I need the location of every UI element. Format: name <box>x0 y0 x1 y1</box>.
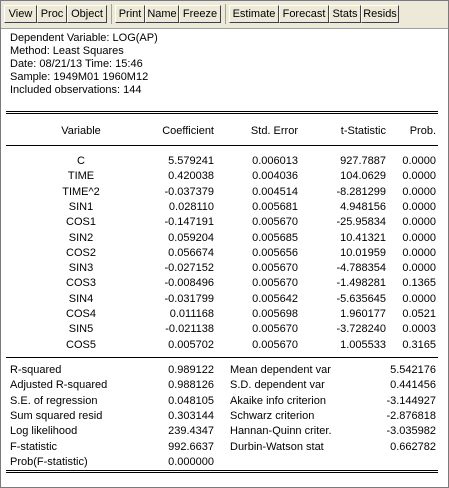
stat-value: 0.303144 <box>168 409 214 422</box>
cell-prob: 0.1365 <box>402 277 436 290</box>
stat-value: 5.542176 <box>390 364 436 376</box>
stat-value: 239.4347 <box>168 425 214 438</box>
cell-variable: SIN3 <box>68 262 94 275</box>
stat-label: F-statistic <box>10 440 58 453</box>
column-header-t-statistic: t-Statistic <box>340 125 386 137</box>
stat-value: -3.144927 <box>386 394 436 407</box>
cell-coefficient: -0.027152 <box>164 262 214 275</box>
dependent-variable-line: Dependent Variable: LOG(AP) <box>10 32 158 44</box>
cell-std-error: 0.005681 <box>252 200 298 213</box>
column-header-variable: Variable <box>61 125 101 137</box>
cell-t-statistic: -1.498281 <box>336 277 386 290</box>
cell-prob: 0.0521 <box>402 308 436 320</box>
stat-label: Akaike info criterion <box>230 394 326 407</box>
cell-variable: SIN4 <box>68 292 94 305</box>
cell-variable: COS3 <box>66 277 96 290</box>
toolbar-separator <box>111 4 112 24</box>
cell-variable: SIN5 <box>68 323 94 336</box>
stat-value: 0.000000 <box>168 455 214 468</box>
cell-t-statistic: -3.728240 <box>336 323 386 336</box>
stat-label: Log likelihood <box>10 425 78 438</box>
cell-coefficient: 0.005702 <box>168 338 214 351</box>
observations-line: Included observations: 144 <box>10 84 142 96</box>
name-button[interactable]: Name <box>145 5 179 23</box>
print-button[interactable]: Print <box>115 5 145 23</box>
cell-coefficient: 5.579241 <box>168 155 214 167</box>
stat-value: 0.988126 <box>168 379 214 392</box>
stat-value: -2.876818 <box>386 409 436 422</box>
stat-value: 0.662782 <box>390 440 436 453</box>
cell-prob: 0.0000 <box>402 155 436 167</box>
cell-coefficient: -0.037379 <box>164 185 214 198</box>
estimate-button[interactable]: Estimate <box>229 5 279 23</box>
sample-line: Sample: 1949M01 1960M12 <box>10 71 149 83</box>
cell-variable: SIN2 <box>68 231 94 244</box>
cell-std-error: 0.005685 <box>252 231 298 244</box>
date-line: Date: 08/21/13 Time: 15:46 <box>10 58 143 70</box>
object-button[interactable]: Object <box>67 5 107 23</box>
cell-coefficient: -0.021138 <box>165 323 214 336</box>
cell-std-error: 0.005698 <box>252 308 298 320</box>
cell-prob: 0.0000 <box>402 185 436 198</box>
stat-label: Sum squared resid <box>10 409 103 422</box>
table-bottom-rule <box>6 470 438 471</box>
column-header-prob: Prob. <box>409 125 436 137</box>
stat-label: S.D. dependent var <box>230 379 325 392</box>
cell-t-statistic: -25.95834 <box>336 216 386 229</box>
stat-label: Schwarz criterion <box>230 409 315 422</box>
cell-t-statistic: -8.281299 <box>336 185 386 198</box>
cell-std-error: 0.005670 <box>252 323 298 336</box>
stat-label: Prob(F-statistic) <box>10 455 88 468</box>
stat-label: Hannan-Quinn criter. <box>230 425 332 438</box>
cell-t-statistic: 927.7887 <box>340 155 386 167</box>
cell-prob: 0.0000 <box>402 262 436 275</box>
stat-value: 0.989122 <box>168 364 214 376</box>
table-top-rule <box>6 113 438 114</box>
cell-std-error: 0.006013 <box>252 155 298 167</box>
toolbar-separator <box>225 4 226 24</box>
stat-label: Mean dependent var <box>230 364 331 376</box>
proc-button[interactable]: Proc <box>37 5 67 23</box>
resids-button[interactable]: Resids <box>361 5 399 23</box>
column-header-std-error: Std. Error <box>250 125 298 137</box>
cell-prob: 0.0000 <box>402 246 436 259</box>
cell-variable: SIN1 <box>68 200 94 213</box>
cell-coefficient: -0.147191 <box>164 216 214 229</box>
table-top-rule <box>6 111 438 112</box>
cell-coefficient: 0.056674 <box>168 246 214 259</box>
cell-std-error: 0.004036 <box>252 170 298 183</box>
cell-std-error: 0.005670 <box>252 262 298 275</box>
cell-prob: 0.0003 <box>402 323 436 336</box>
stat-value: 0.441456 <box>390 379 436 392</box>
cell-t-statistic: -4.788354 <box>336 262 386 275</box>
cell-coefficient: 0.059204 <box>168 231 214 244</box>
cell-std-error: 0.005656 <box>252 246 298 259</box>
cell-t-statistic: 10.41321 <box>340 231 386 244</box>
stat-value: 0.048105 <box>168 394 214 407</box>
cell-prob: 0.0000 <box>402 292 436 305</box>
table-bottom-rule <box>6 472 438 473</box>
cell-variable: TIME <box>67 170 95 183</box>
cell-variable: COS2 <box>66 246 96 259</box>
stat-label: S.E. of regression <box>10 394 98 407</box>
stat-value: 992.6637 <box>168 440 214 453</box>
cell-variable: COS4 <box>66 308 96 320</box>
cell-variable: COS1 <box>66 216 96 229</box>
cell-coefficient: -0.031799 <box>164 292 214 305</box>
cell-std-error: 0.004514 <box>252 185 298 198</box>
stat-label: Adjusted R-squared <box>10 379 108 392</box>
view-button[interactable]: View <box>4 5 37 23</box>
cell-prob: 0.0000 <box>402 231 436 244</box>
cell-t-statistic: 1.960177 <box>340 308 386 320</box>
cell-coefficient: 0.028110 <box>168 200 214 213</box>
cell-t-statistic: -5.635645 <box>336 292 386 305</box>
method-line: Method: Least Squares <box>10 45 124 57</box>
stat-label: R-squared <box>10 364 62 376</box>
cell-coefficient: 0.011168 <box>169 308 214 320</box>
cell-variable: C <box>77 155 85 167</box>
header-rule <box>6 145 438 146</box>
forecast-button[interactable]: Forecast <box>279 5 329 23</box>
cell-prob: 0.0000 <box>402 200 436 213</box>
cell-variable: COS5 <box>66 338 96 351</box>
stat-label: Durbin-Watson stat <box>230 440 324 453</box>
estimation-output <box>4 29 447 485</box>
cell-coefficient: -0.008496 <box>164 277 214 290</box>
stats-top-rule <box>6 357 438 358</box>
cell-std-error: 0.005670 <box>252 338 298 351</box>
stats-button[interactable]: Stats <box>329 5 361 23</box>
cell-std-error: 0.005642 <box>252 292 298 305</box>
cell-t-statistic: 104.0629 <box>340 170 386 183</box>
cell-t-statistic: 1.005533 <box>340 338 386 351</box>
toolbar <box>1 1 448 29</box>
column-header-coefficient: Coefficient <box>162 125 214 137</box>
cell-prob: 0.0000 <box>402 170 436 183</box>
cell-t-statistic: 4.948156 <box>340 200 386 213</box>
cell-std-error: 0.005670 <box>252 277 298 290</box>
cell-coefficient: 0.420038 <box>168 170 214 183</box>
cell-t-statistic: 10.01959 <box>340 246 386 259</box>
stat-value: -3.035982 <box>386 425 436 438</box>
freeze-button[interactable]: Freeze <box>179 5 221 23</box>
cell-prob: 0.3165 <box>402 338 436 351</box>
cell-variable: TIME^2 <box>62 185 100 198</box>
cell-prob: 0.0000 <box>402 216 436 229</box>
cell-std-error: 0.005670 <box>252 216 298 229</box>
